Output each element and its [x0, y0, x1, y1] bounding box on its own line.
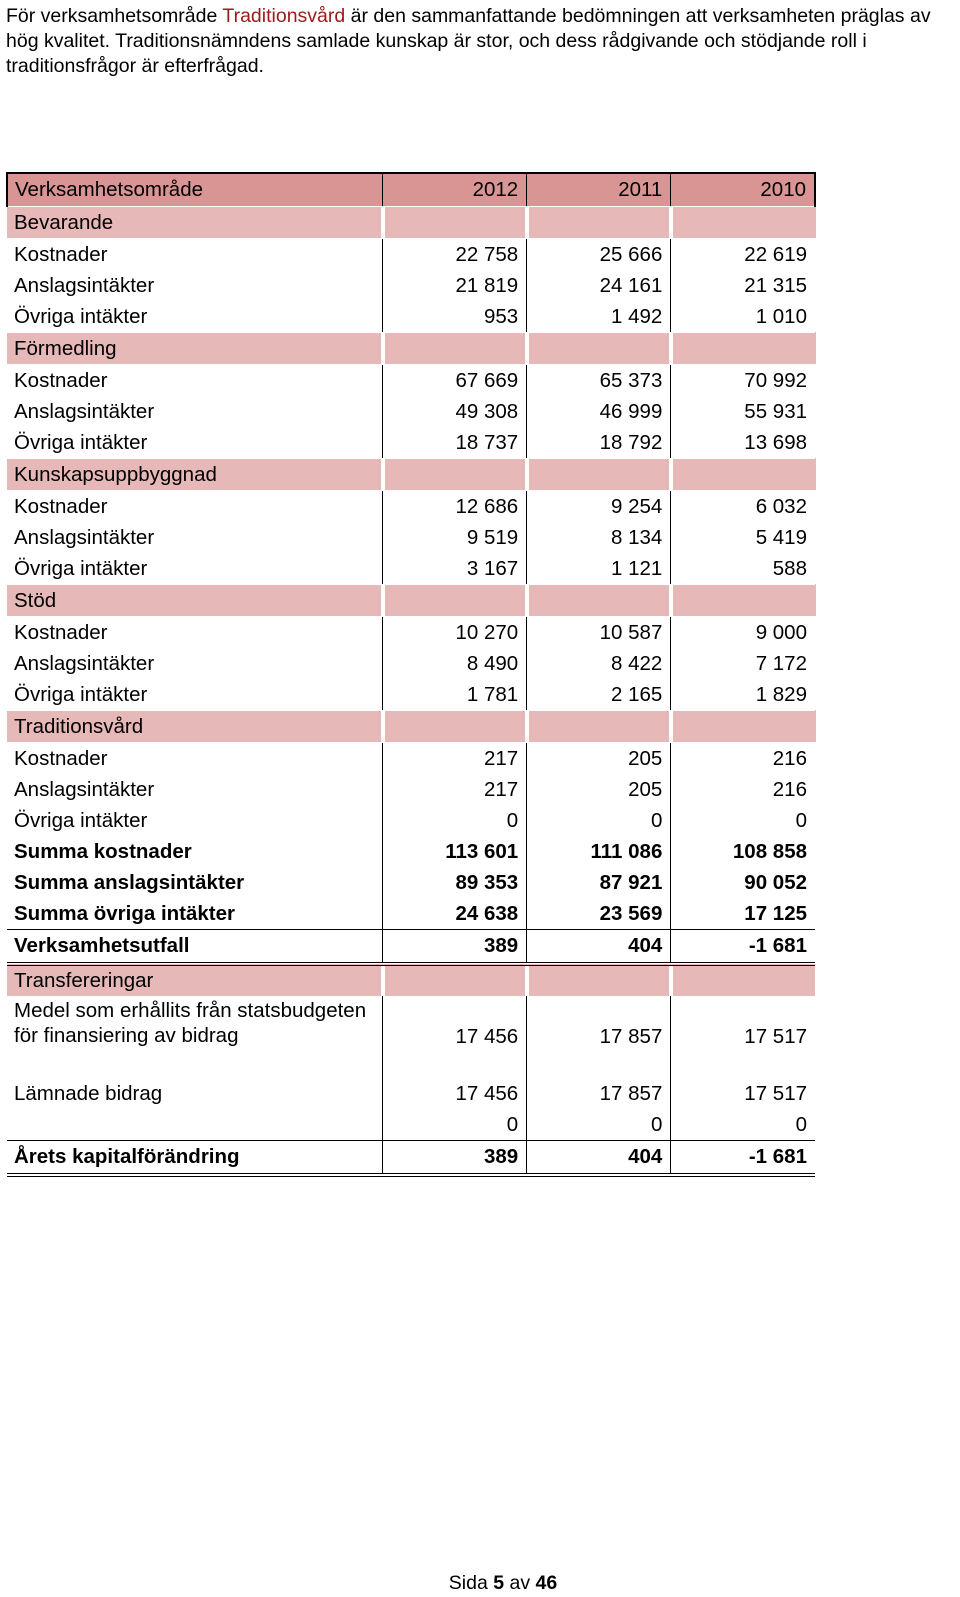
table-row	[7, 774, 815, 805]
transfer-row	[7, 1109, 815, 1141]
cell-value: 389	[383, 1141, 527, 1176]
cell-value: 0	[671, 805, 815, 836]
sum-row	[7, 867, 815, 898]
cell-value: 8 490	[383, 648, 527, 679]
row-label: Kostnader	[14, 494, 108, 518]
table-row	[7, 427, 815, 459]
cell-value: 9 000	[671, 617, 815, 649]
result-row	[7, 930, 815, 965]
row-label: Övriga intäkter	[14, 682, 148, 706]
cell-value: 87 921	[527, 867, 671, 898]
cell-value: 24 638	[383, 898, 527, 930]
cell-value: 0	[383, 1109, 527, 1141]
table-row	[7, 648, 815, 679]
row-label: Summa övriga intäkter	[14, 901, 236, 925]
cell-value: 89 353	[383, 867, 527, 898]
cell-value: 24 161	[527, 270, 671, 301]
empty-cell	[383, 585, 527, 617]
financial-table	[6, 172, 816, 1177]
footer-prefix: Sida	[448, 1572, 494, 1594]
cell-value: 205	[527, 774, 671, 805]
section-title: Kunskapsuppbyggnad	[7, 459, 383, 491]
empty-cell	[671, 459, 815, 491]
cell-value: 22 758	[383, 239, 527, 271]
cell-value: 17 456	[383, 996, 527, 1078]
cell-value: 10 270	[383, 617, 527, 649]
table-row	[7, 805, 815, 836]
intro-after: är den sammanfattande bedömningen att verksamheten präglas av hög kvalitet. Traditionsnämndens samlade kunskap är stor, och dess rådgivande och stödjande roll i traditionsfrågor är efterfrågad.	[6, 5, 931, 77]
row-label: Anslagsintäkter	[14, 525, 155, 549]
cell-value: 90 052	[671, 867, 815, 898]
cell-value: 588	[671, 553, 815, 585]
row-label: Övriga intäkter	[14, 556, 148, 580]
table-row	[7, 553, 815, 585]
row-label: Anslagsintäkter	[14, 777, 155, 801]
section-header-row	[7, 459, 815, 491]
empty-cell	[527, 711, 671, 743]
cell-value: 21 315	[671, 270, 815, 301]
row-label: Medel som erhållits från statsbudgeten för finansiering av bidrag	[14, 999, 367, 1047]
cell-value: 55 931	[671, 396, 815, 427]
cell-value: 217	[383, 774, 527, 805]
section-title: Bevarande	[7, 207, 383, 239]
cell-value: 9 519	[383, 522, 527, 553]
cell-value: 389	[383, 930, 527, 965]
empty-cell	[383, 333, 527, 365]
cell-value: 1 492	[527, 301, 671, 333]
row-label: Kostnader	[14, 242, 108, 266]
cell-value: 23 569	[527, 898, 671, 930]
section-title: Förmedling	[7, 333, 383, 365]
empty-cell	[383, 459, 527, 491]
table-row	[7, 239, 815, 271]
table-row	[7, 301, 815, 333]
intro-paragraph	[6, 4, 956, 79]
section-title: Transfereringar	[7, 964, 383, 996]
section-title: Traditionsvård	[7, 711, 383, 743]
cell-value: 3 167	[383, 553, 527, 585]
cell-value: 0	[527, 805, 671, 836]
cell-value: 5 419	[671, 522, 815, 553]
header-label: Verksamhetsområde	[7, 173, 383, 207]
table-row	[7, 270, 815, 301]
table-row	[7, 365, 815, 397]
cell-value: 17 857	[527, 1078, 671, 1109]
empty-cell	[671, 964, 815, 996]
cell-value: 22 619	[671, 239, 815, 271]
cell-value: 9 254	[527, 491, 671, 523]
cell-value: 111 086	[527, 836, 671, 867]
row-label: Kostnader	[14, 620, 108, 644]
cell-value: 17 125	[671, 898, 815, 930]
row-label: Övriga intäkter	[14, 430, 148, 454]
section-header-row	[7, 585, 815, 617]
footer-middle: av	[504, 1572, 536, 1594]
cell-value: 18 792	[527, 427, 671, 459]
table-row	[7, 679, 815, 711]
cell-value: 10 587	[527, 617, 671, 649]
row-label: Anslagsintäkter	[14, 399, 155, 423]
footer-page-number: 5	[493, 1572, 505, 1594]
row-label: Verksamhetsutfall	[7, 930, 383, 965]
footer-total-pages: 46	[535, 1572, 558, 1594]
row-label: Anslagsintäkter	[14, 273, 155, 297]
empty-cell	[527, 207, 671, 239]
header-year: 2012	[383, 173, 527, 207]
cell-value: 17 517	[671, 996, 815, 1078]
row-label: Summa kostnader	[14, 839, 192, 863]
table-row	[7, 743, 815, 775]
cell-value: -1 681	[671, 930, 815, 965]
empty-cell	[527, 585, 671, 617]
cell-value: 7 172	[671, 648, 815, 679]
empty-cell	[383, 964, 527, 996]
sum-row	[7, 898, 815, 930]
cell-value: 17 517	[671, 1078, 815, 1109]
cell-value: 18 737	[383, 427, 527, 459]
row-label	[7, 1109, 383, 1141]
empty-cell	[383, 207, 527, 239]
section-title: Stöd	[7, 585, 383, 617]
cell-value: 113 601	[383, 836, 527, 867]
row-label: Anslagsintäkter	[14, 651, 155, 675]
cell-value: 216	[671, 743, 815, 775]
header-year: 2011	[527, 173, 671, 207]
cell-value: 8 134	[527, 522, 671, 553]
row-label: Årets kapitalförändring	[7, 1141, 383, 1176]
cell-value: 65 373	[527, 365, 671, 397]
row-label: Summa anslagsintäkter	[14, 870, 245, 894]
cell-value: 25 666	[527, 239, 671, 271]
row-label: Kostnader	[14, 368, 108, 392]
cell-value: 1 010	[671, 301, 815, 333]
cell-value: 0	[671, 1109, 815, 1141]
cell-value: 1 829	[671, 679, 815, 711]
intro-before: För verksamhetsområde	[6, 5, 223, 27]
row-label: Lämnade bidrag	[14, 1081, 163, 1105]
empty-cell	[671, 333, 815, 365]
empty-cell	[671, 207, 815, 239]
cell-value: 217	[383, 743, 527, 775]
cell-value: 12 686	[383, 491, 527, 523]
cell-value: 0	[527, 1109, 671, 1141]
page-footer	[0, 1572, 960, 1595]
table-row	[7, 396, 815, 427]
cell-value: 17 456	[383, 1078, 527, 1109]
transfer-row	[7, 1078, 815, 1109]
section-header-row	[7, 207, 815, 239]
cell-value: 404	[527, 930, 671, 965]
cell-value: 216	[671, 774, 815, 805]
empty-cell	[671, 585, 815, 617]
row-label: Övriga intäkter	[14, 808, 148, 832]
financial-table-body	[7, 173, 815, 1175]
cell-value: 2 165	[527, 679, 671, 711]
section-header-row	[7, 711, 815, 743]
cell-value: 0	[383, 805, 527, 836]
cell-value: 404	[527, 1141, 671, 1176]
cell-value: 13 698	[671, 427, 815, 459]
sum-row	[7, 836, 815, 867]
table-row	[7, 491, 815, 523]
cell-value: 205	[527, 743, 671, 775]
intro-highlight: Traditionsvård	[222, 5, 346, 27]
row-label: Kostnader	[14, 746, 108, 770]
empty-cell	[671, 711, 815, 743]
cell-value: 46 999	[527, 396, 671, 427]
empty-cell	[527, 333, 671, 365]
cell-value: 8 422	[527, 648, 671, 679]
transfers-header-row	[7, 964, 815, 996]
table-header-row	[7, 173, 815, 207]
row-label: Övriga intäkter	[14, 304, 148, 328]
header-year: 2010	[671, 173, 815, 207]
cell-value: 49 308	[383, 396, 527, 427]
cell-value: 953	[383, 301, 527, 333]
cell-value: 1 781	[383, 679, 527, 711]
table-row	[7, 617, 815, 649]
cell-value: 21 819	[383, 270, 527, 301]
empty-cell	[527, 964, 671, 996]
cell-value: 70 992	[671, 365, 815, 397]
final-row	[7, 1141, 815, 1176]
transfer-row	[7, 996, 815, 1078]
cell-value: 1 121	[527, 553, 671, 585]
empty-cell	[383, 711, 527, 743]
cell-value: 67 669	[383, 365, 527, 397]
cell-value: 6 032	[671, 491, 815, 523]
cell-value: -1 681	[671, 1141, 815, 1176]
cell-value: 108 858	[671, 836, 815, 867]
cell-value: 17 857	[527, 996, 671, 1078]
section-header-row	[7, 333, 815, 365]
table-row	[7, 522, 815, 553]
empty-cell	[527, 459, 671, 491]
